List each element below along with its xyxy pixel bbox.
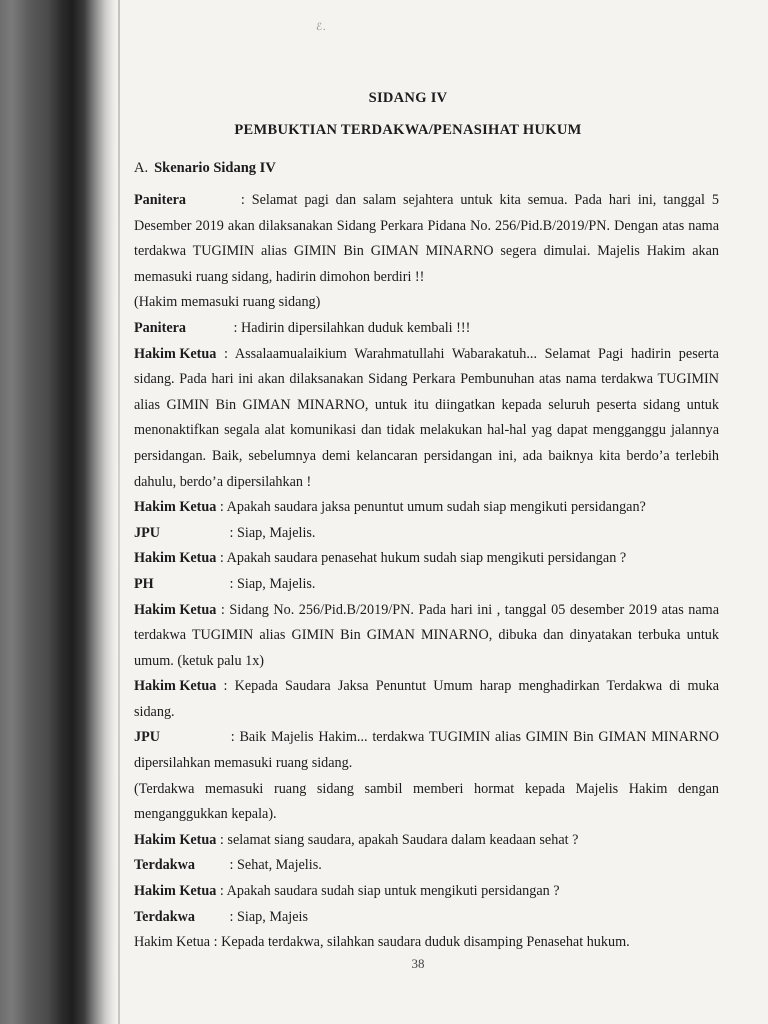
speaker: Hakim Ketua — [134, 550, 217, 567]
separator: : — [226, 857, 238, 874]
section-letter: A. — [134, 160, 149, 176]
utterance: Kepada Saudara Jaksa Penuntut Umum harap menghadirkan Terdakwa di muka sidang. — [134, 678, 719, 720]
utterance: Siap, Majeis — [237, 908, 308, 925]
dialog-body — [134, 188, 719, 956]
speaker: Terdakwa — [134, 857, 195, 874]
dialog-line — [134, 188, 719, 290]
utterance: Sehat, Majelis. — [237, 857, 322, 874]
utterance: Baik Majelis Hakim... terdakwa TUGIMIN alias GIMIN Bin GIMAN MINARNO dipersilahkan memasuki ruang sidang. — [134, 729, 719, 772]
utterance: Apakah saudara penasehat hukum sudah siap mengikuti persidangan ? — [226, 550, 627, 567]
separator: : — [226, 575, 238, 592]
speaker: Hakim Ketua — [134, 601, 217, 618]
utterance: Kepada terdakwa, silahkan saudara duduk disamping Penasehat hukum. — [221, 934, 630, 951]
page-edge — [118, 0, 120, 1024]
separator: : — [216, 831, 228, 848]
dialog-line — [134, 905, 719, 931]
speaker: Hakim Ketua — [134, 499, 217, 516]
separator: : — [230, 319, 242, 336]
utterance: selamat siang saudara, apakah Saudara dalam keadaan sehat ? — [227, 831, 579, 848]
separator: : — [234, 192, 252, 208]
dialog-line — [134, 546, 719, 572]
speaker: JPU — [134, 729, 161, 746]
separator: : — [216, 678, 235, 695]
separator: : — [216, 550, 227, 567]
dialog-line — [134, 598, 719, 675]
separator: : — [226, 524, 238, 541]
utterance: Hadirin dipersilahkan duduk kembali !!! — [241, 319, 471, 336]
dialog-line — [134, 674, 719, 725]
speaker: PH — [134, 575, 154, 592]
dialog-line — [134, 777, 719, 828]
separator: : — [216, 345, 235, 362]
section-heading — [134, 160, 276, 177]
utterance: Apakah saudara sudah siap untuk mengikuti persidangan ? — [226, 883, 560, 900]
dialog-line — [134, 879, 719, 905]
stage-direction: (Terdakwa memasuki ruang sidang sambil memberi hormat kepada Majelis Hakim dengan menganggukkan kepala). — [134, 780, 719, 823]
speaker: Panitera — [134, 319, 187, 336]
utterance: Siap, Majelis. — [237, 524, 316, 541]
speaker: Panitera — [134, 192, 187, 208]
separator: : — [226, 729, 240, 746]
dialog-line — [134, 342, 719, 496]
stage-direction: (Hakim memasuki ruang sidang) — [134, 294, 321, 311]
utterance: Selamat pagi dan salam sejahtera untuk kita semua. Pada hari ini, tanggal 5 Desember 2019 akan dilaksanakan Sidang Perkara Pidana No. 256/Pid.B/2019/PN. Dengan atas nama terdakwa TUGIMIN alias GIMIN Bin GIMAN MINARNO segera dimulai. Majelis Hakim akan memasuki ruang sidang, hadirin dimohon berdiri !! — [134, 192, 719, 285]
speaker: Hakim Ketua — [134, 345, 217, 362]
separator: : — [210, 934, 222, 951]
speaker: Hakim Ketua — [134, 934, 211, 951]
dialog-line — [134, 495, 719, 521]
binding-gutter — [0, 0, 118, 1024]
dialog-line — [134, 725, 719, 776]
separator: : — [216, 601, 230, 618]
separator: : — [216, 499, 227, 516]
dialog-line — [134, 290, 719, 316]
page-title: SIDANG IV — [368, 90, 448, 106]
separator: : — [216, 883, 227, 900]
page-subtitle: PEMBUKTIAN TERDAKWA/PENASIHAT HUKUM — [234, 122, 582, 138]
dialog-line — [134, 930, 719, 956]
speaker: JPU — [134, 524, 161, 541]
page-number: 38 — [411, 956, 425, 971]
utterance: Sidang No. 256/Pid.B/2019/PN. Pada hari ini , tanggal 05 desember 2019 atas nama terdakwa TUGIMIN alias GIMIN Bin GIMAN MINARNO, dibuka dan dinyatakan terbuka untuk umum. (ketuk palu 1x) — [134, 601, 719, 669]
speaker: Hakim Ketua — [134, 678, 217, 695]
utterance: Siap, Majelis. — [237, 575, 316, 592]
separator: : — [226, 908, 238, 925]
dialog-line — [134, 853, 719, 879]
document-page — [128, 0, 728, 1024]
dialog-line — [134, 828, 719, 854]
speaker: Hakim Ketua — [134, 831, 217, 848]
dialog-line — [134, 521, 719, 547]
section-title: Skenario Sidang IV — [154, 160, 276, 176]
utterance: Apakah saudara jaksa penuntut umum sudah siap mengikuti persidangan? — [226, 499, 646, 516]
speaker: Terdakwa — [134, 908, 195, 925]
utterance: Assalaamualaikium Warahmatullahi Wabarakatuh... Selamat Pagi hadirin peserta sidang. Pada hari ini akan dilaksanakan Sidang Perkara Pembunuhan atas nama terdakwa TUGIMIN alias GIMIN Bin GIMAN MINARNO, untuk itu diingatkan kepada seluruh peserta sidang untuk menonaktifkan segala alat komunikasi dan tidak melakukan hal-hal yag dapat mengganggu jalannya persidangan. Baik, sebelumnya demi kelancaran persidangan ini, ada baiknya kita berdo’a terlebih dahulu, berdo’a dipersilahkan ! — [134, 345, 719, 490]
speaker: Hakim Ketua — [134, 883, 217, 900]
scan-mark: ℰ. — [316, 22, 327, 33]
dialog-line — [134, 572, 719, 598]
dialog-line — [134, 316, 719, 342]
